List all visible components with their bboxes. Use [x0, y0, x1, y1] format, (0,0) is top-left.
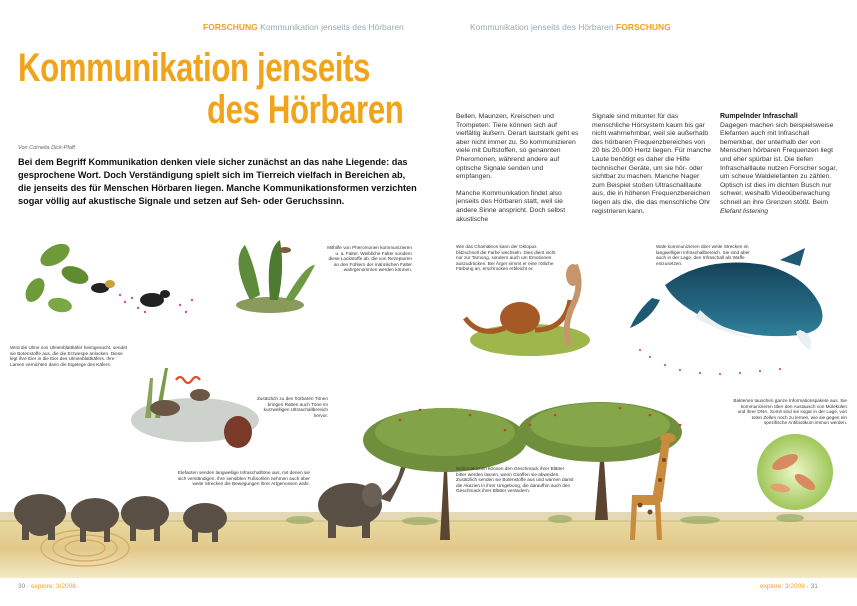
body-col1-para2: Manche Kommunikation findet also jenseits des Hörbaren statt, weil sie andere Sinne anspricht. Doch selbst akustische	[456, 189, 566, 223]
wasp	[91, 280, 170, 307]
infrasound-dots	[639, 349, 781, 375]
body-col1-para1: Bellen, Maunzen, Kreischen und Trompeten: Tiere können sich auf vielfältig äußern. Derart lautstark geht es aber nicht immer zu. So kommunizieren viele mit Duftstoffen, so genannten Pheromonen, während andere auf optische Signale senden und empfangen.	[456, 113, 579, 181]
octopus	[465, 264, 590, 356]
subheading-infraschall: Rumpelnder Infraschall	[720, 113, 798, 120]
body-column-1	[456, 113, 581, 232]
body-col3-italic: Elefant listening	[720, 207, 768, 215]
left-header-topic: Kommunikation jenseits des Hörbaren	[260, 22, 404, 32]
right-running-header	[470, 22, 671, 32]
caption-acacia: Schirmakazien können den Geschmack ihrer Blätter bitter werden lassen, wenn Giraffen sie abweiden. Zusätzlich senden sie Botenstoffe aus und warnen damit die Akazien in ihrer Umgebung, die daraufhin auch den Geschmack ihrer Blätter verändern.	[456, 466, 574, 494]
rat-mound	[131, 368, 259, 448]
caption-beetle: Wird die Ulme von Ulmenblattkäfer heimgesucht, sendet sie Botenstoffe aus, die die Erzwespe anlocken. Diese legt ihre Eier in die Eier des Ulmenblattkäfers. Ihre Larven vernichten dann die Eigelege des Käfers.	[10, 345, 127, 367]
body-col2-para: Signale sind mitunter für das menschliche Hörsystem kaum bis gar nicht wahrnehmbar, weil sie außerhalb des hörbaren Frequenzbereiches von 20 bis 20.000 Hertz liegen. Für manche Laute benötigt es daher die Hilfe technischer Geräte, um sie hör- oder sichtbar zu machen. Manche Nager zum Beispiel stoßen Ultraschalllaute aus, die in höheren Frequenzbereichen liegen als die, die das menschliche Ohr registrieren kann.	[592, 113, 712, 215]
right-header-section: FORSCHUNG	[616, 22, 671, 32]
moth-plant	[236, 240, 315, 313]
left-header-section: FORSCHUNG	[203, 22, 258, 32]
footer-left-magazine: explore: 3/2008	[31, 583, 76, 590]
ultrasound-wave-icon	[176, 377, 200, 383]
right-header-topic: Kommunikation jenseits des Hörbaren	[470, 22, 614, 32]
footer-right-magazine: explore: 3/2008	[760, 583, 805, 590]
caption-moth: Mithilfe von Pheromonen kommunizieren u. a. Falter. Weibliche Falter sondern diese Lockstoffe ab, die von Rezeptoren an den Fühlern der männlichen Falter wahrgenommen werden können.	[327, 245, 412, 273]
left-running-header	[203, 22, 404, 32]
lead-paragraph: Bei dem Begriff Kommunikation denken viele sicher zunächst an das nahe Liegende: das gesprochene Wort. Doch Verständigung spielt sich im Tierreich vielfach in Bereichen ab, die jenseits des für Menschen Hörbaren liegen. Manche Kommunikationsformen verzichten sogar völlig auf akustische Signale und setzen auf Seh- oder Geruchssinn.	[18, 157, 417, 206]
page-number-right: 31	[810, 583, 818, 590]
footer-left: 30 · explore: 3/2008	[18, 583, 76, 590]
body-col3-para: Dagegen machen sich beispielsweise Elefanten auch mit Infraschall bemerkbar, der unterhalb der von Menschen hörbaren Frequenzen liegt und eher spürbar ist. Die tiefen Infraschalllaute nutzen Forscher sogar, um scheue Waldelefanten zu zählen. Optisch ist dies im dichten Busch nur schwer, weshalb Videoüberwachung schnell an ihre Grenzen stößt. Beim	[720, 121, 838, 206]
body-column-3	[720, 113, 845, 224]
page-number-left: 30	[18, 583, 26, 590]
article-title-line1: Kommunikation jenseits	[18, 46, 371, 90]
caption-bacteria: Bakterien tauschen ganze Informationspakete aus. Sie kommunizieren über den Austausch von Molekülen und ihrer DNA. Somit sind sie sogar in der Lage, von toten Zellen noch zu lernen, wie sie gegen ein spezifische Antibiotikum immun werden.	[733, 398, 847, 426]
footer-right: explore: 3/2008 · 31	[760, 583, 818, 590]
elm-leaves	[22, 239, 91, 314]
article-title-line2: des Hörbaren	[207, 88, 404, 132]
body-column-2	[592, 113, 714, 224]
bacteria-dish	[757, 434, 833, 510]
caption-elephant: Elefanten senden langwellige Infraschalltöne aus, mit denen sie sich verständigen. Ihre sensiblen Fußsohlen nehmen auch über weite Strecken die Bewegungen ihrer Artgenossen wahr.	[177, 470, 310, 487]
caption-rat: Zusätzlich zu den hörbaren Tönen bringen Ratten auch Töne im kurzwelligen Ultraschallbereich hervor.	[256, 396, 328, 418]
byline: Von Cornelia Dick-Pfaff	[18, 145, 75, 151]
caption-whale: Wale kommunizieren über weite Strecken im langwelligen Infraschallbereich. Sie sind aber auch in der Lage, den Infraschall als Waffe einzusetzen.	[656, 244, 750, 266]
caption-octopus: Wie das Chamäleon kann der Oktopus blitzschnell die Farbe wechseln. Dies dient nicht nur zur Tarnung, sondern auch um Emotionen auszudrücken. Bei Ärger nimmt er eine rötliche Färbung an, erschrocken erbleicht er.	[456, 244, 556, 272]
